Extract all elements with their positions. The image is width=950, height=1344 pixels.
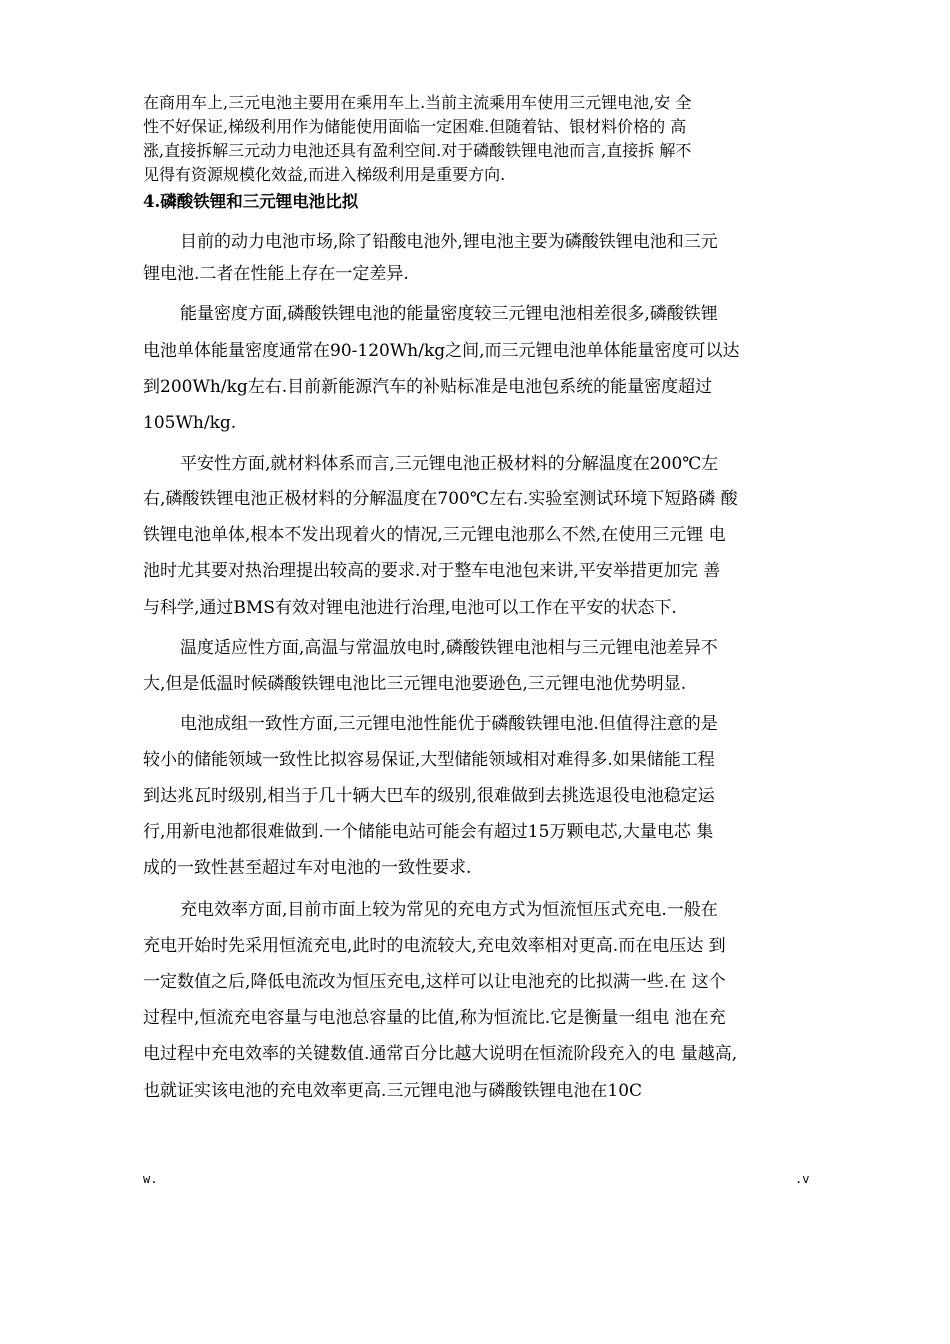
- text-line: 电池成组一致性方面,三元锂电池性能优于磷酸铁锂电池.但值得注意的是: [180, 714, 718, 734]
- text-line: 目前的动力电池市场,除了铅酸电池外,锂电池主要为磷酸铁锂电池和三元: [180, 232, 718, 252]
- text-line: 105Wh/kg.: [143, 413, 237, 433]
- text-line: 池时尤其要对热治理提出较高的要求.对于整车电池包来讲,平安举措更加完 善: [143, 561, 721, 581]
- text-line: 到达兆瓦时级别,相当于几十辆大巴车的级别,很难做到去挑选退役电池稳定运: [143, 786, 715, 806]
- footer-right: .v: [795, 1172, 810, 1186]
- text-line: 右,磷酸铁锂电池正极材料的分解温度在700℃左右.实验室测试环境下短路磷 酸: [143, 489, 738, 509]
- text-line: 成的一致性甚至超过车对电池的一致性要求.: [143, 858, 472, 878]
- text-line: 一定数值之后,降低电流改为恒压充电,这样可以让电池充的比拟满一些.在 这个: [143, 972, 726, 992]
- text-line: 到200Wh/kg左右.目前新能源汽车的补贴标准是电池包系统的能量密度超过: [143, 377, 713, 397]
- text-line: 电过程中充电效率的关键数值.通常百分比越大说明在恒流阶段充入的电 量越高,: [143, 1044, 738, 1064]
- text-line: 行,用新电池都很难做到.一个储能电站可能会有超过15万颗电芯,大量电芯 集: [143, 822, 714, 842]
- text-line: 能量密度方面,磷酸铁锂电池的能量密度较三元锂电池相差很多,磷酸铁锂: [180, 304, 718, 324]
- footer-left: w.: [143, 1172, 158, 1186]
- text-line: 过程中,恒流充电容量与电池总容量的比值,称为恒流比.它是衡量一组电 池在充: [143, 1008, 726, 1028]
- text-line: 充电效率方面,目前市面上较为常见的充电方式为恒流恒压式充电.一般在: [180, 900, 718, 920]
- text-line: 充电开始时先采用恒流充电,此时的电流较大,充电效率相对更高.而在电压达 到: [143, 936, 726, 956]
- text-line: 性不好保证,梯级利用作为储能使用面临一定困难.但随着钴、银材料价格的 高: [143, 117, 687, 136]
- section-heading: 4.磷酸铁锂和三元锂电池比拟: [143, 192, 359, 211]
- text-line: 大,但是低温时候磷酸铁锂电池比三元锂电池要逊色,三元锂电池优势明显.: [143, 674, 687, 694]
- text-line: 涨,直接拆解三元动力电池还具有盈利空间.对于磷酸铁锂电池而言,直接拆 解不: [143, 141, 692, 160]
- text-line: 在商用车上,三元电池主要用在乘用车上.当前主流乘用车使用三元锂电池,安 全: [143, 93, 692, 112]
- text-line: 见得有资源规模化效益,而进入梯级利用是重要方向.: [143, 165, 506, 184]
- text-line: 温度适应性方面,高温与常温放电时,磷酸铁锂电池相与三元锂电池差异不: [180, 638, 718, 658]
- text-line: 也就证实该电池的充电效率更高.三元锂电池与磷酸铁锂电池在10C: [143, 1081, 643, 1101]
- text-line: 铁锂电池单体,根本不发出现着火的情况,三元锂电池那么不然,在使用三元锂 电: [143, 525, 726, 545]
- text-line: 锂电池.二者在性能上存在一定差异.: [143, 264, 409, 284]
- text-line: 较小的储能领域一致性比拟容易保证,大型储能领域相对难得多.如果储能工程: [143, 750, 715, 770]
- text-line: 与科学,通过BMS有效对锂电池进行治理,电池可以工作在平安的状态下.: [143, 598, 677, 618]
- text-line: 平安性方面,就材料体系而言,三元锂电池正极材料的分解温度在200℃左: [180, 454, 719, 474]
- text-line: 电池单体能量密度通常在90-120Wh/kg之间,而三元锂电池单体能量密度可以达: [143, 341, 740, 361]
